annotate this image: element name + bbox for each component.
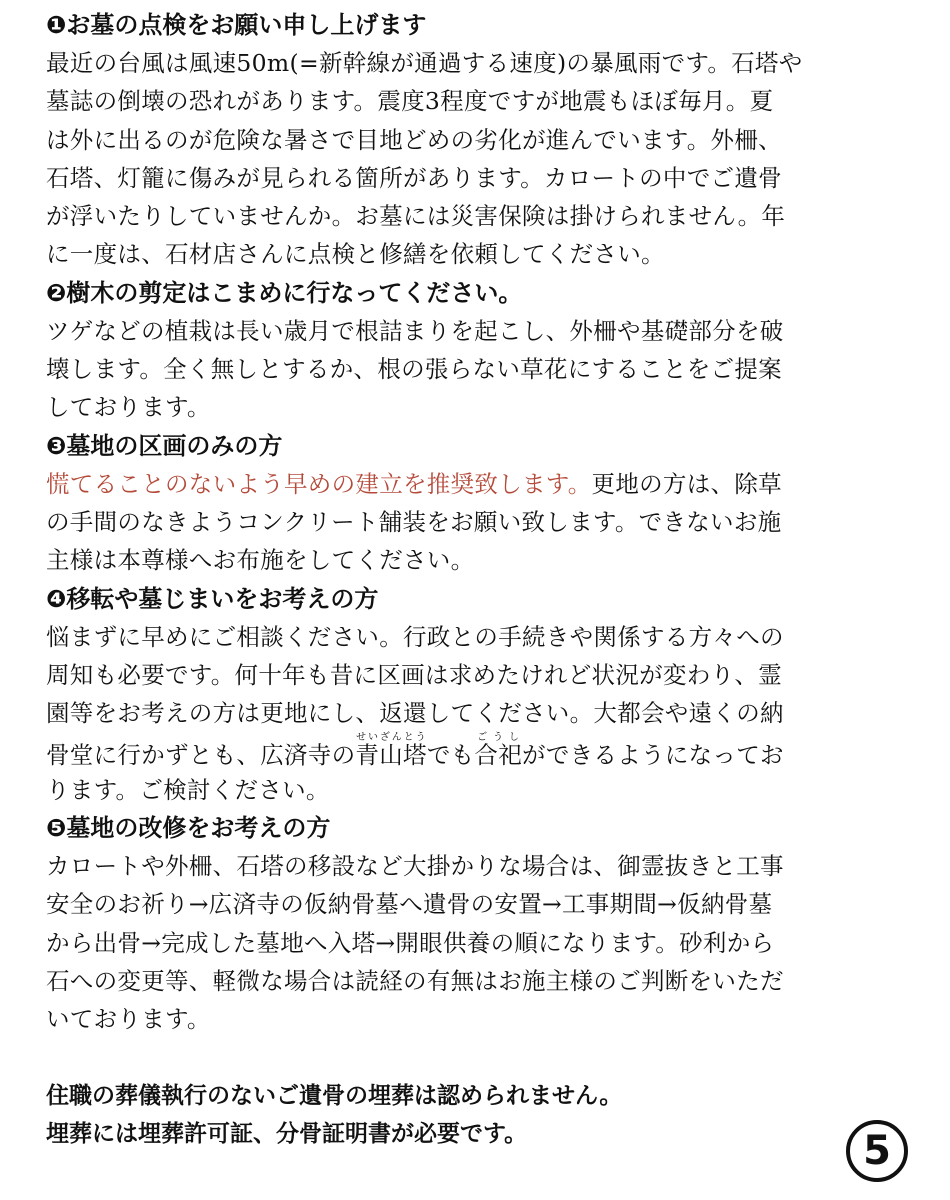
section-plot-only	[46, 427, 906, 580]
text-run: 更地の方は、除草	[591, 469, 782, 498]
ruby-reading: せいざんとう	[355, 732, 427, 744]
text-line: 主様は本尊様へお布施をしてください。	[46, 546, 475, 575]
section-heading: ❸墓地の区画のみの方	[46, 431, 283, 460]
ruby-base: 合祀	[474, 741, 523, 770]
text-line: 壊します。全く無しとするか、根の張らない草花にすることをご提案	[46, 355, 782, 384]
section-body	[46, 618, 906, 809]
section-heading: ❺墓地の改修をお考えの方	[46, 814, 331, 843]
text-line: 周知も必要です。何十年も昔に区画は求めたけれど状況が変わり、霊	[46, 660, 782, 689]
section-heading: ❷樹木の剪定はこまめに行なってください。	[46, 278, 523, 307]
section-tree-pruning	[46, 274, 906, 427]
ruby-base: 青山塔	[355, 741, 427, 770]
text-line: 石への変更等、軽微な場合は読経の有無はお施主様のご判断をいただ	[46, 966, 784, 995]
text-line	[46, 732, 906, 770]
notice-line: 住職の葬儀執行のないご遺骨の埋葬は認められません。	[46, 1082, 623, 1109]
burial-notices	[46, 1077, 906, 1153]
text-line: 悩まずに早めにご相談ください。行政との手続きや関係する方々への	[46, 622, 784, 651]
ruby-reading: ごうし	[474, 732, 523, 744]
text-line: しております。	[46, 393, 211, 422]
text-line: 安全のお祈り→広済寺の仮納骨墓へ遺骨の安置→工事期間→仮納骨墓	[46, 890, 773, 919]
text-run: でも	[426, 741, 475, 770]
page-number: 5	[863, 1128, 891, 1174]
section-heading: ❹移転や墓じまいをお考えの方	[46, 584, 379, 613]
section-relocation	[46, 580, 906, 809]
page-number-badge	[846, 1120, 908, 1182]
blank-line	[46, 1039, 906, 1077]
ruby-seizanto	[355, 732, 427, 770]
section-renovation	[46, 809, 906, 1038]
text-line: ります。ご検討ください。	[46, 775, 330, 804]
section-heading: ❶お墓の点検をお願い申し上げます	[46, 11, 427, 39]
text-line: ツゲなどの植栽は長い歳月で根詰まりを起こし、外柵や基礎部分を破	[46, 316, 784, 345]
section-body	[46, 465, 906, 580]
section-grave-inspection	[46, 6, 906, 274]
text-line: に一度は、石材店さんに点検と修繕を依頼してください。	[46, 240, 665, 269]
text-run: 骨堂に行かずとも、広済寺の	[46, 741, 356, 770]
notice-line: 埋葬には埋葬許可証、分骨証明書が必要です。	[46, 1120, 528, 1147]
text-line: カロートや外柵、石塔の移設など大掛かりな場合は、御霊抜きと工事	[46, 852, 784, 881]
text-line: いております。	[46, 1005, 211, 1034]
text-line: は外に出るのが危険な暑さで目地どめの劣化が進んでいます。外柵、	[46, 125, 782, 154]
text-line: から出骨→完成した墓地へ入塔→開眼供養の順になります。砂利から	[46, 928, 775, 957]
text-line: が浮いたりしていませんか。お墓には災害保険は掛けられません。年	[46, 202, 786, 231]
text-line: 最近の台風は風速50m(=新幹線が通過する速度)の暴風雨です。石塔や	[46, 49, 803, 77]
text-line: の手間のなきようコンクリート舗装をお願い致します。できないお施	[46, 507, 782, 536]
text-line	[46, 465, 906, 503]
ruby-goushi	[474, 732, 523, 770]
document-body	[46, 6, 906, 1153]
text-line: 石塔、灯籠に傷みが見られる箇所があります。カロートの中でご遺骨	[46, 163, 782, 192]
section-body	[46, 44, 906, 274]
text-run: ができるようになってお	[522, 741, 784, 770]
section-body	[46, 847, 906, 1038]
section-body	[46, 312, 906, 427]
text-line: 墓誌の倒壊の恐れがあります。震度3程度ですが地震もほぼ毎月。夏	[46, 87, 774, 116]
text-line: 園等をお考えの方は更地にし、返還してください。大都会や遠くの納	[46, 699, 784, 728]
highlighted-recommendation: 慌てることのないよう早めの建立を推奨致します。	[46, 469, 592, 498]
